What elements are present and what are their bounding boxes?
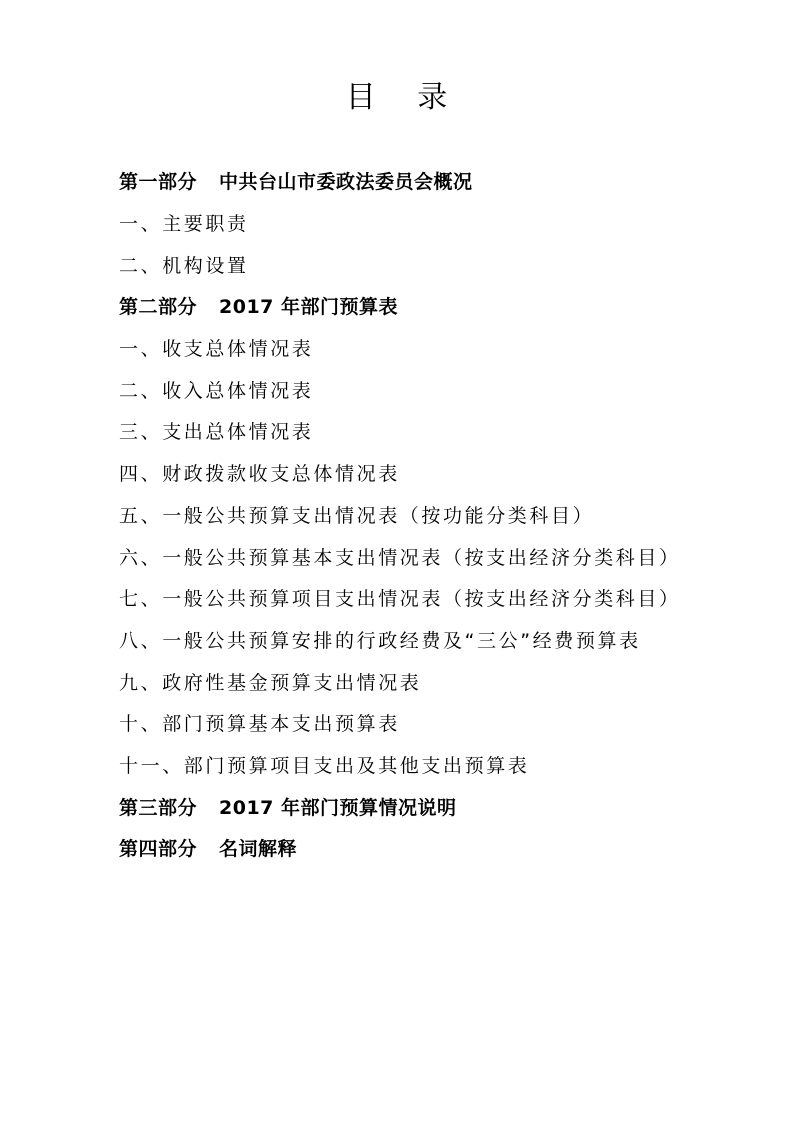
toc-section-text: 九、政府性基金预算支出情况表 bbox=[119, 671, 422, 694]
toc-section-item[interactable] bbox=[119, 744, 759, 786]
toc-part-label: 第三部分 bbox=[119, 796, 198, 819]
toc-part-text: 名词解释 bbox=[219, 838, 298, 861]
toc-section-item[interactable] bbox=[119, 368, 759, 410]
toc-section-item[interactable] bbox=[119, 619, 759, 661]
toc-part-label: 第二部分 bbox=[119, 296, 198, 319]
page-title: 目 录 bbox=[345, 80, 464, 115]
toc-section-item[interactable] bbox=[119, 452, 759, 494]
toc-section-text: 一、收支总体情况表 bbox=[119, 338, 314, 361]
toc-section-text: 七、一般公共预算项目支出情况表（按支出经济分类科目） bbox=[119, 588, 681, 611]
toc-section-item[interactable] bbox=[119, 243, 759, 285]
toc-part-label: 第一部分 bbox=[119, 171, 198, 194]
toc-section-item[interactable] bbox=[119, 660, 759, 702]
toc-part-1[interactable] bbox=[119, 160, 759, 202]
toc-section-text: 十一、部门预算项目支出及其他支出预算表 bbox=[119, 754, 530, 777]
toc-section-text: 五、一般公共预算支出情况表（按功能分类科目） bbox=[119, 504, 595, 527]
toc-part-2[interactable] bbox=[119, 285, 759, 327]
toc-section-item[interactable] bbox=[119, 535, 759, 577]
toc-section-text: 四、财政拨款收支总体情况表 bbox=[119, 463, 400, 486]
toc-section-text: 二、收入总体情况表 bbox=[119, 379, 314, 402]
toc-section-text: 六、一般公共预算基本支出情况表（按支出经济分类科目） bbox=[119, 546, 681, 569]
table-of-contents bbox=[119, 160, 759, 869]
toc-part-4[interactable] bbox=[119, 827, 759, 869]
toc-section-item[interactable] bbox=[119, 702, 759, 744]
toc-part-label: 第四部分 bbox=[119, 838, 198, 861]
toc-section-text: 三、支出总体情况表 bbox=[119, 421, 314, 444]
toc-section-item[interactable] bbox=[119, 202, 759, 244]
toc-part-text: 中共台山市委政法委员会概况 bbox=[219, 171, 473, 194]
toc-section-text: 八、一般公共预算安排的行政经费及“三公”经费预算表 bbox=[119, 629, 641, 652]
toc-section-item[interactable] bbox=[119, 494, 759, 536]
toc-section-text: 十、部门预算基本支出预算表 bbox=[119, 713, 400, 736]
toc-section-text: 一、主要职责 bbox=[119, 213, 249, 236]
toc-section-item[interactable] bbox=[119, 410, 759, 452]
toc-part-text: 2017 年部门预算情况说明 bbox=[219, 796, 457, 819]
toc-part-3[interactable] bbox=[119, 785, 759, 827]
toc-section-item[interactable] bbox=[119, 577, 759, 619]
toc-section-text: 二、机构设置 bbox=[119, 254, 249, 277]
toc-section-item[interactable] bbox=[119, 327, 759, 369]
toc-part-text: 2017 年部门预算表 bbox=[219, 296, 399, 319]
